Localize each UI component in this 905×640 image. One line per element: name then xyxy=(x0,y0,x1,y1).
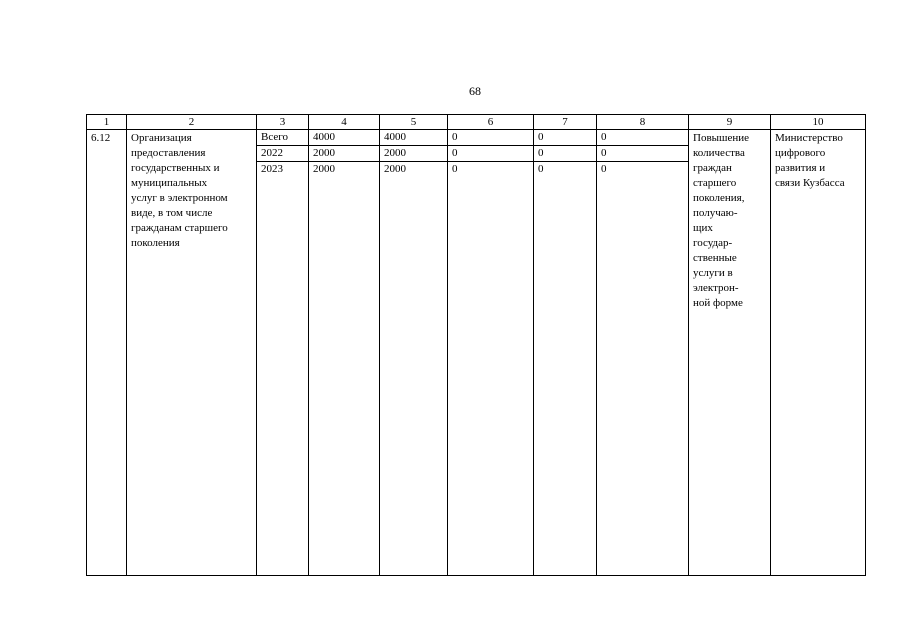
year-label: 2022 xyxy=(257,146,309,162)
year-label: Всего xyxy=(257,130,309,146)
year-label: 2023 xyxy=(257,162,309,576)
value-cell: 4000 xyxy=(380,130,448,146)
event-name-line: виде, в том числе xyxy=(131,207,213,219)
event-name-line: гражданам старшего xyxy=(131,222,228,234)
result-line: старшего xyxy=(693,177,737,189)
executor-line: цифрового xyxy=(775,147,826,159)
header-cell: 10 xyxy=(771,115,866,130)
result-line: получаю- xyxy=(693,207,738,219)
result-line: государ- xyxy=(693,237,733,249)
result-line: ственные xyxy=(693,252,737,264)
value-cell: 0 xyxy=(448,130,534,146)
event-name-line: поколения xyxy=(131,237,180,249)
header-cell: 8 xyxy=(597,115,689,130)
value-cell: 0 xyxy=(448,146,534,162)
program-table xyxy=(86,114,866,576)
page-number: 68 xyxy=(469,84,481,98)
value-cell: 0 xyxy=(597,162,689,576)
result-line: поколения, xyxy=(693,192,745,204)
header-row xyxy=(87,115,866,130)
result-line: ной форме xyxy=(693,297,743,309)
event-name-line: государственных и xyxy=(131,162,220,174)
result-line: Повышение xyxy=(693,132,750,144)
result-line: услуги в xyxy=(693,267,733,279)
event-name xyxy=(127,130,257,576)
event-name-line: муниципальных xyxy=(131,177,208,189)
value-cell: 2000 xyxy=(309,162,380,576)
table-row xyxy=(87,130,866,146)
event-name-line: Организация xyxy=(131,132,192,144)
expected-result xyxy=(689,130,771,576)
value-cell: 0 xyxy=(597,146,689,162)
value-cell: 0 xyxy=(534,146,597,162)
executor-line: Министерство xyxy=(775,132,843,144)
value-cell: 2000 xyxy=(380,146,448,162)
event-name-line: предоставления xyxy=(131,147,206,159)
header-cell: 4 xyxy=(309,115,380,130)
row-number: 6.12 xyxy=(87,130,127,576)
header-cell: 3 xyxy=(257,115,309,130)
executor xyxy=(771,130,866,576)
header-cell: 6 xyxy=(448,115,534,130)
result-line: граждан xyxy=(693,162,732,174)
value-cell: 0 xyxy=(448,162,534,576)
value-cell: 2000 xyxy=(309,146,380,162)
result-line: электрон- xyxy=(693,282,739,294)
value-cell: 4000 xyxy=(309,130,380,146)
value-cell: 2000 xyxy=(380,162,448,576)
executor-line: развития и xyxy=(775,162,826,174)
event-name-line: услуг в электронном xyxy=(131,192,228,204)
value-cell: 0 xyxy=(597,130,689,146)
value-cell: 0 xyxy=(534,162,597,576)
result-line: щих xyxy=(693,222,713,234)
header-cell: 5 xyxy=(380,115,448,130)
result-line: количества xyxy=(693,147,745,159)
value-cell: 0 xyxy=(534,130,597,146)
header-cell: 1 xyxy=(87,115,127,130)
header-cell: 7 xyxy=(534,115,597,130)
header-cell: 9 xyxy=(689,115,771,130)
executor-line: связи Кузбасса xyxy=(775,177,845,189)
header-cell: 2 xyxy=(127,115,257,130)
